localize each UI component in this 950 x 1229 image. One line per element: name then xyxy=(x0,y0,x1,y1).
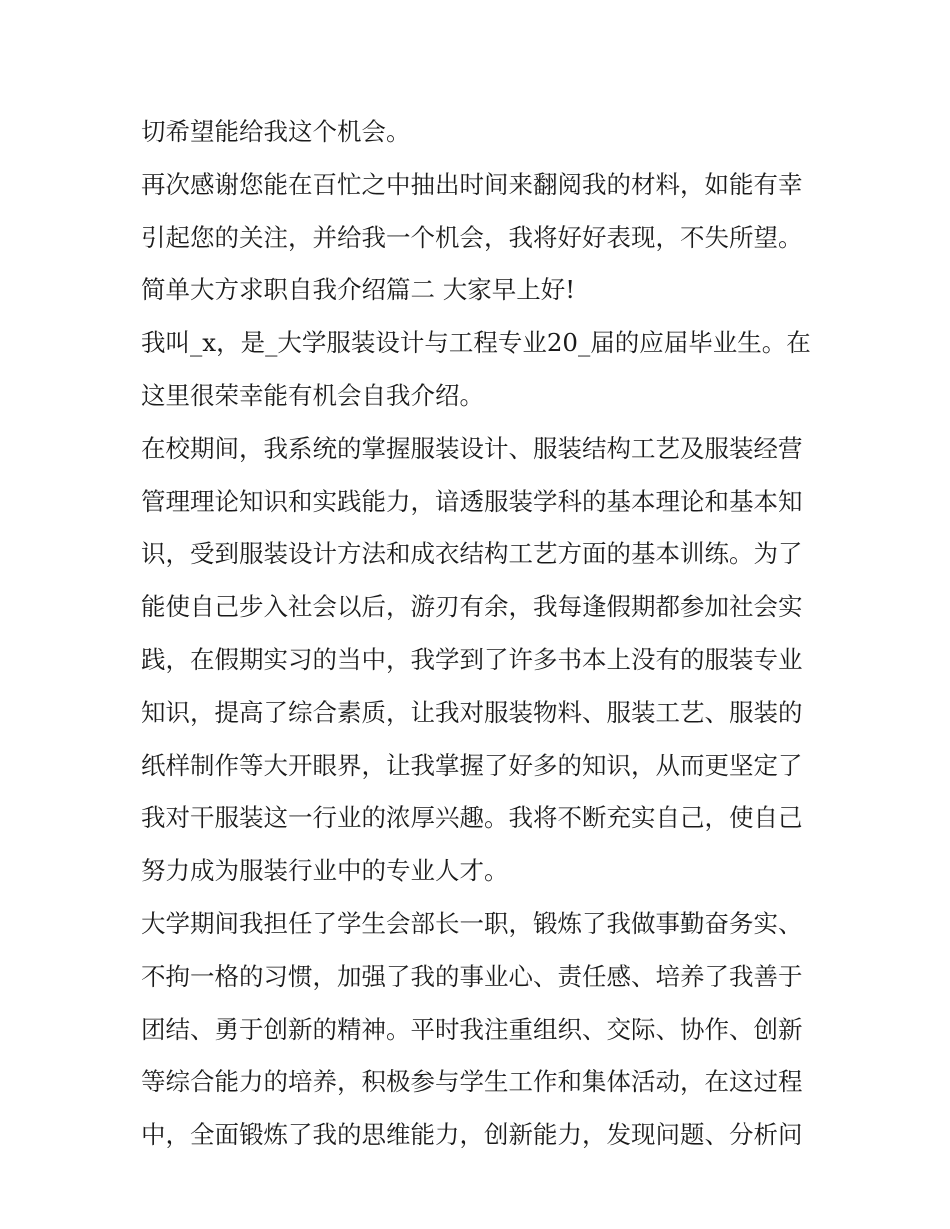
text-line: 团结、勇于创新的精神。平时我注重组织、交际、协作、创新 xyxy=(141,1014,803,1044)
text-line: 努力成为服装行业中的专业人才。 xyxy=(141,856,509,886)
text-line: 这里很荣幸能有机会自我介绍。 xyxy=(141,380,484,410)
text-line: 再次感谢您能在百忙之中抽出时间来翻阅我的材料，如能有幸 xyxy=(141,169,803,199)
text-line: 识，受到服装设计方法和成衣结构工艺方面的基本训练。为了 xyxy=(141,539,803,569)
text-line: 纸样制作等大开眼界，让我掌握了好多的知识，从而更坚定了 xyxy=(141,750,803,780)
text-line: 不拘一格的习惯，加强了我的事业心、责任感、培养了我善于 xyxy=(141,961,803,991)
text-line: 引起您的关注，并给我一个机会，我将好好表现，不失所望。 xyxy=(141,222,803,252)
text-line: 等综合能力的培养，积极参与学生工作和集体活动，在这过程 xyxy=(141,1067,803,1097)
text-line: 知识，提高了综合素质，让我对服装物料、服装工艺、服装的 xyxy=(141,697,803,727)
document-body xyxy=(141,106,813,1162)
section-heading: 简单大方求职自我介绍篇二 大家早上好! xyxy=(141,275,576,305)
text-line: 践，在假期实习的当中，我学到了许多书本上没有的服装专业 xyxy=(141,644,803,674)
text-line: 管理理论知识和实践能力，谙透服装学科的基本理论和基本知 xyxy=(141,486,803,516)
text-line: 切希望能给我这个机会。 xyxy=(141,117,411,146)
text-line: 我对干服装这一行业的浓厚兴趣。我将不断充实自己，使自己 xyxy=(141,803,803,833)
text-line: 大学期间我担任了学生会部长一职，锻炼了我做事勤奋务实、 xyxy=(141,908,803,938)
text-line: 能使自己步入社会以后，游刃有余，我每逢假期都参加社会实 xyxy=(141,592,803,622)
text-line: 在校期间，我系统的掌握服装设计、服装结构工艺及服装经营 xyxy=(141,433,803,463)
text-line: 中，全面锻炼了我的思维能力，创新能力，发现问题、分析问 xyxy=(141,1120,803,1150)
text-line: 我叫_x，是_大学服装设计与工程专业20_届的应届毕业生。在 xyxy=(141,328,811,358)
